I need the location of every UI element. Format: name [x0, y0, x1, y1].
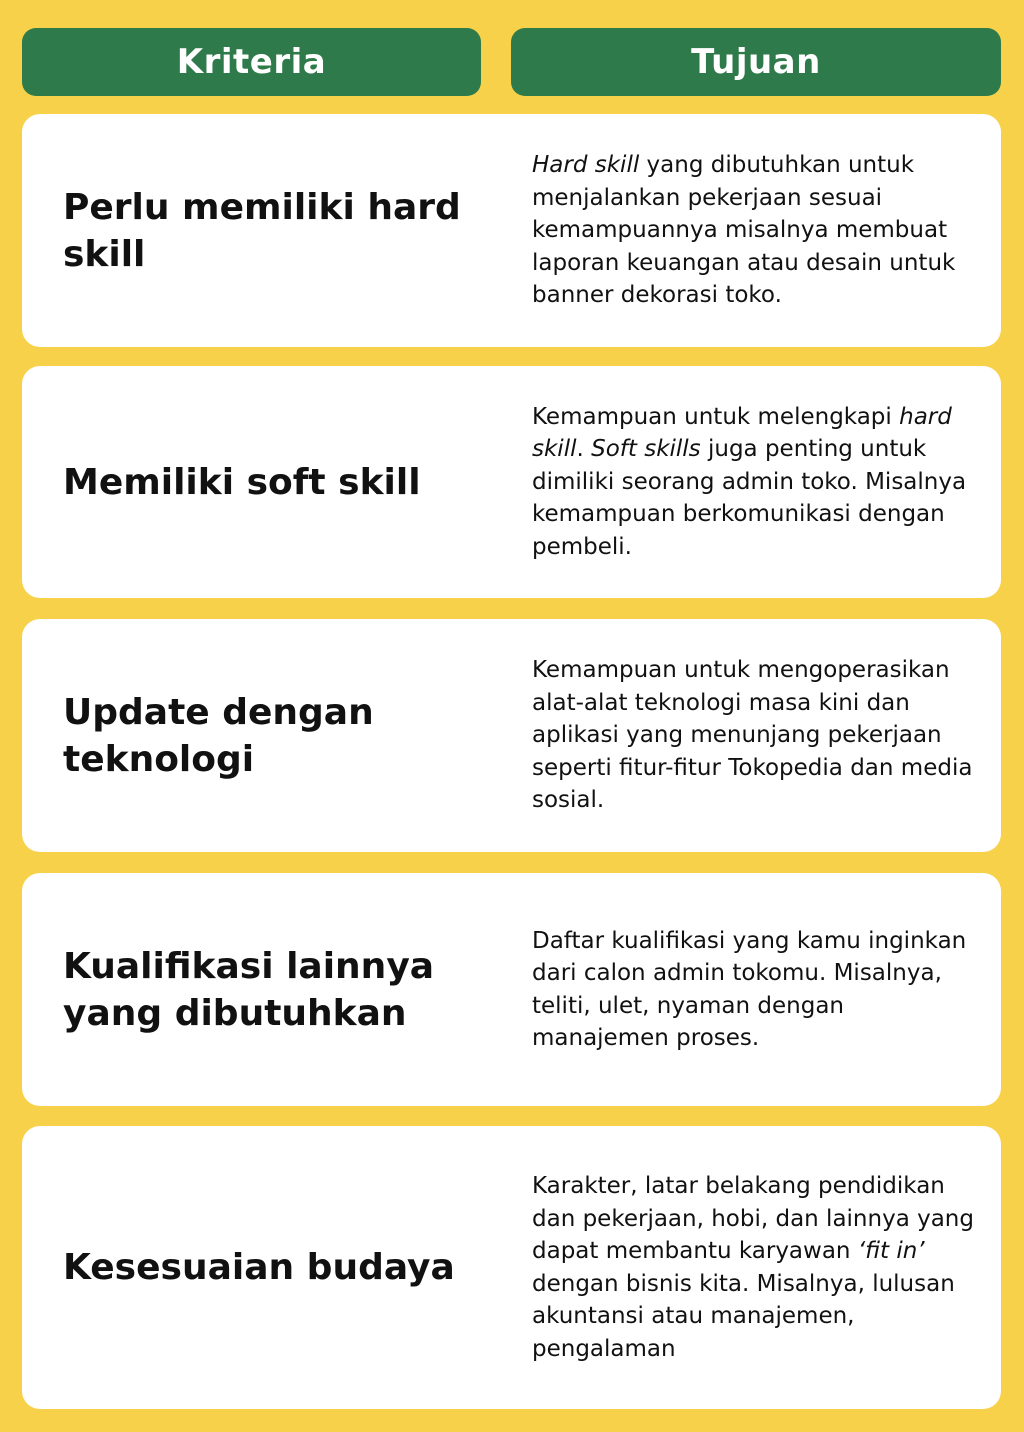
purpose-text-italic: Soft skills	[591, 436, 701, 463]
purpose-text-span: juga penting untuk dimiliki seorang admin toko. Misalnya kemampuan berkomunikasi dengan pembeli.	[532, 436, 967, 560]
purpose-text	[532, 149, 982, 312]
purpose-cell	[532, 366, 982, 598]
table-row	[22, 114, 1001, 347]
criteria-text: Update dengan teknologi	[63, 691, 374, 780]
criteria-cell	[63, 619, 493, 852]
purpose-text	[532, 401, 982, 564]
criteria-cell	[63, 873, 493, 1106]
purpose-text-italic: Hard skill	[532, 152, 640, 179]
table-row	[22, 619, 1001, 852]
purpose-text-span: Kemampuan untuk mengoperasikan alat-alat teknologi masa kini dan aplikasi yang menunjang pekerjaan seperti fitur-fitur Tokopedia dan media sosial.	[532, 657, 973, 814]
purpose-text-italic: ‘fit in’	[857, 1238, 925, 1264]
purpose-cell	[532, 619, 982, 852]
purpose-text	[532, 654, 982, 817]
table-row	[22, 1126, 1001, 1409]
table-row	[22, 873, 1001, 1106]
purpose-text-span: yang dibutuhkan untuk menjalankan pekerjaan sesuai kemampuannya misalnya membuat laporan keuangan atau desain untuk banner dekorasi toko.	[532, 152, 956, 309]
purpose-cell	[532, 873, 982, 1106]
table-row	[22, 366, 1001, 598]
purpose-text-span: Karakter, latar belakang pendidikan dan pekerjaan, hobi, dan lainnya yang dapat membantu karyawan	[532, 1173, 974, 1264]
purpose-text	[532, 925, 982, 1055]
criteria-text: Perlu memiliki hard skill	[63, 186, 461, 275]
criteria-text: Kualifikasi lainnya yang dibutuhkan	[63, 945, 435, 1034]
purpose-text-span: dengan bisnis kita. Misalnya, lulusan akuntansi atau manajemen, pengalaman	[532, 1270, 955, 1362]
criteria-text: Memiliki soft skill	[63, 461, 421, 503]
criteria-cell	[63, 366, 493, 598]
purpose-cell	[532, 1126, 982, 1409]
purpose-text-italic: hard skill	[532, 403, 952, 463]
purpose-text-span: Kemampuan untuk melengkapi	[532, 403, 900, 430]
purpose-column-header: Tujuan	[511, 28, 1001, 96]
criteria-cell	[63, 1126, 493, 1409]
criteria-column-header: Kriteria	[22, 28, 481, 96]
criteria-cell	[63, 114, 493, 347]
purpose-text-span: .	[576, 436, 592, 463]
purpose-cell	[532, 114, 982, 347]
criteria-text: Kesesuaian budaya	[63, 1247, 455, 1288]
purpose-text-span: Daftar kualifikasi yang kamu inginkan dari calon admin tokomu. Misalnya, teliti, ulet, nyaman dengan manajemen proses.	[532, 927, 967, 1051]
purpose-text	[532, 1170, 982, 1365]
